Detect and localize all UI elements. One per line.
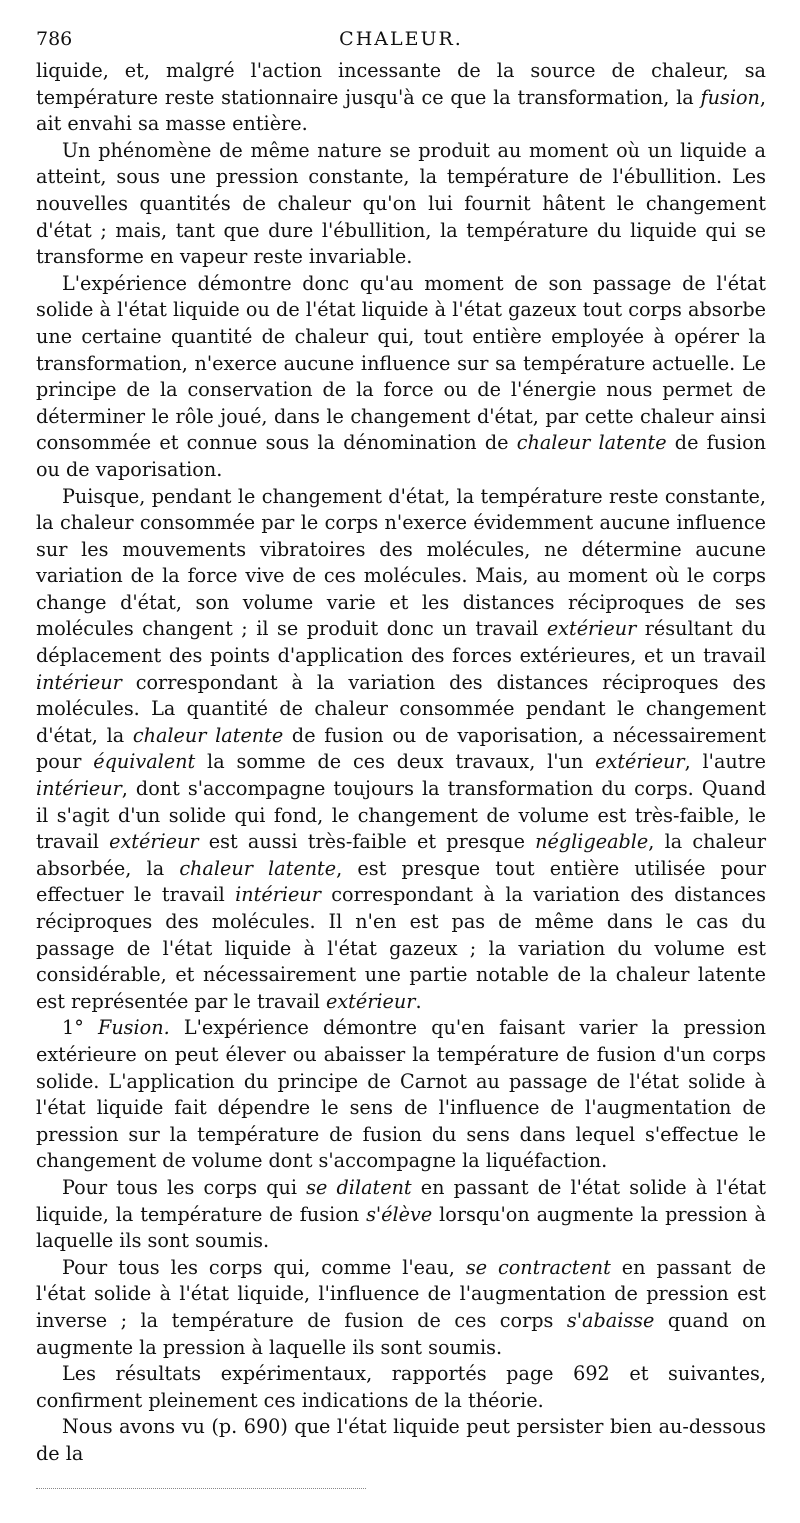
text-run: est aussi très-faible et presque	[198, 830, 536, 854]
page-header	[36, 28, 766, 58]
text-run: 1°	[62, 1016, 99, 1040]
italic-text: extérieur	[546, 617, 637, 641]
paragraph	[36, 1361, 766, 1414]
paragraph	[36, 271, 766, 484]
text-run: Puisque, pendant le changement d'état, la température reste constante, la chaleur consommée par le corps n'exerce évidemment aucune influence sur les mouvements vibratoires des molécules, ne détermine aucune variation de la force vive de ces molécules. Mais, au moment où le corps change d'état, son volume varie et les distances réciproques de ses molécules changent ; il se produit donc un travail	[36, 484, 766, 641]
text-run: en passant de l'état solide à l'état liquide, l'influence de l'augmentation de pression est inverse ; la température de fusion de ces corps	[36, 1255, 766, 1332]
text-run: , l'autre	[684, 750, 766, 774]
italic-text: intérieur	[235, 883, 321, 907]
text-run: Nous avons vu (p. 690) que l'état liquide peut persister bien au-dessous de la	[36, 1415, 766, 1465]
text-run: L'expérience démontre donc qu'au moment de son passage de l'état solide à l'état liquide ou de l'état liquide à l'état gazeux tout corps absorbe une certaine quantité de chaleur qui, tout entière employée à opérer la transformation, n'exerce aucune influence sur sa température actuelle. Le principe de la conservation de la force ou de l'énergie nous permet de déterminer le rôle joué, dans le changement d'état, par cette chaleur ainsi consommée et connue sous la dénomination de	[36, 271, 766, 455]
text-run: en passant de l'état solide à l'état liquide, la température de fusion	[36, 1175, 766, 1226]
italic-text: chaleur latente	[132, 723, 284, 747]
italic-text: extérieur	[595, 750, 685, 774]
text-run: , dont s'accompagne toujours la transformation du corps. Quand il s'agit d'un solide qui fond, le changement de volume est très-faible, le travail	[36, 777, 766, 854]
italic-text: fusion	[700, 85, 760, 109]
text-run: liquide, et, malgré l'action incessante de la source de chaleur, sa température reste stationnaire jusqu'à ce que la transformation, la	[36, 59, 766, 109]
text-run: .	[415, 989, 422, 1013]
body-text	[36, 58, 766, 1467]
italic-text: s'élève	[366, 1202, 433, 1226]
text-run: lorsqu'on augmente la pression à laquelle ils sont soumis.	[36, 1202, 766, 1253]
page-number: 786	[36, 28, 73, 50]
book-page	[36, 28, 766, 1467]
italic-text: extérieur	[109, 830, 199, 854]
text-run: Pour tous les corps qui, comme l'eau,	[62, 1255, 466, 1279]
paragraph	[36, 1255, 766, 1361]
text-run: , est presque tout entière utilisée pour effectuer le travail	[36, 856, 766, 907]
italic-text: négligeable	[535, 830, 649, 854]
text-run: quand on augmente la pression à laquelle ils sont soumis.	[36, 1308, 767, 1359]
paragraph	[36, 484, 766, 1016]
italic-text: chaleur latente	[516, 431, 667, 455]
text-run: L'expérience démontre qu'en faisant varier la pression extérieure on peut élever ou abaisser la température de fusion d'un corps solide. L'application du principe de Carnot au passage de l'état solide à l'état liquide fait dépendre le sens de l'influence de l'augmentation de pression sur la température de fusion du sens dans lequel s'effectue le changement de volume dont s'accompagne la liquéfaction.	[36, 1016, 766, 1173]
italic-text: intérieur	[36, 777, 122, 801]
paragraph	[36, 1015, 766, 1175]
italic-text: Fusion.	[98, 1016, 170, 1040]
italic-text: intérieur	[36, 670, 122, 694]
text-run: , ait envahi sa masse entière.	[36, 85, 766, 136]
paragraph	[36, 1414, 766, 1467]
italic-text: chaleur latente	[179, 856, 337, 880]
paragraph	[36, 58, 766, 138]
text-run: la somme de ces deux travaux, l'un	[195, 750, 596, 774]
footer-rule	[36, 1488, 366, 1489]
italic-text: se dilatent	[306, 1175, 412, 1199]
text-run: résultant du déplacement des points d'application des forces extérieures, et un travail	[36, 617, 766, 668]
italic-text: se contractent	[465, 1255, 611, 1279]
italic-text: s'abaisse	[566, 1308, 655, 1332]
text-run: de fusion ou de vaporisation.	[36, 431, 767, 481]
italic-text: équivalent	[93, 750, 196, 774]
paragraph	[36, 1175, 766, 1255]
running-title: CHALEUR.	[339, 28, 463, 50]
text-run: correspondant à la variation des distances réciproques des molécules. La quantité de chaleur consommée pendant le changement d'état, la	[36, 670, 766, 747]
italic-text: extérieur	[326, 989, 416, 1013]
text-run: Les résultats expérimentaux, rapportés page 692 et suivantes, confirment pleinement ces indications de la théorie.	[36, 1362, 766, 1412]
text-run: Un phénomène de même nature se produit au moment où un liquide a atteint, sous une pression constante, la température de l'ébullition. Les nouvelles quantités de chaleur qu'on lui fournit hâtent le changement d'état ; mais, tant que dure l'ébullition, la température du liquide qui se transforme en vapeur reste invariable.	[36, 138, 766, 269]
text-run: de fusion ou de vaporisation, a nécessairement pour	[36, 723, 766, 774]
text-run: correspondant à la variation des distances réciproques des molécules. Il n'en est pas de même dans le cas du passage de l'état liquide à l'état gazeux ; la variation du volume est considérable, et nécessairement une partie notable de la chaleur latente est représentée par le travail	[36, 883, 766, 1013]
text-run: , la chaleur absorbée, la	[36, 830, 766, 880]
paragraph	[36, 138, 766, 271]
text-run: Pour tous les corps qui	[62, 1175, 307, 1199]
